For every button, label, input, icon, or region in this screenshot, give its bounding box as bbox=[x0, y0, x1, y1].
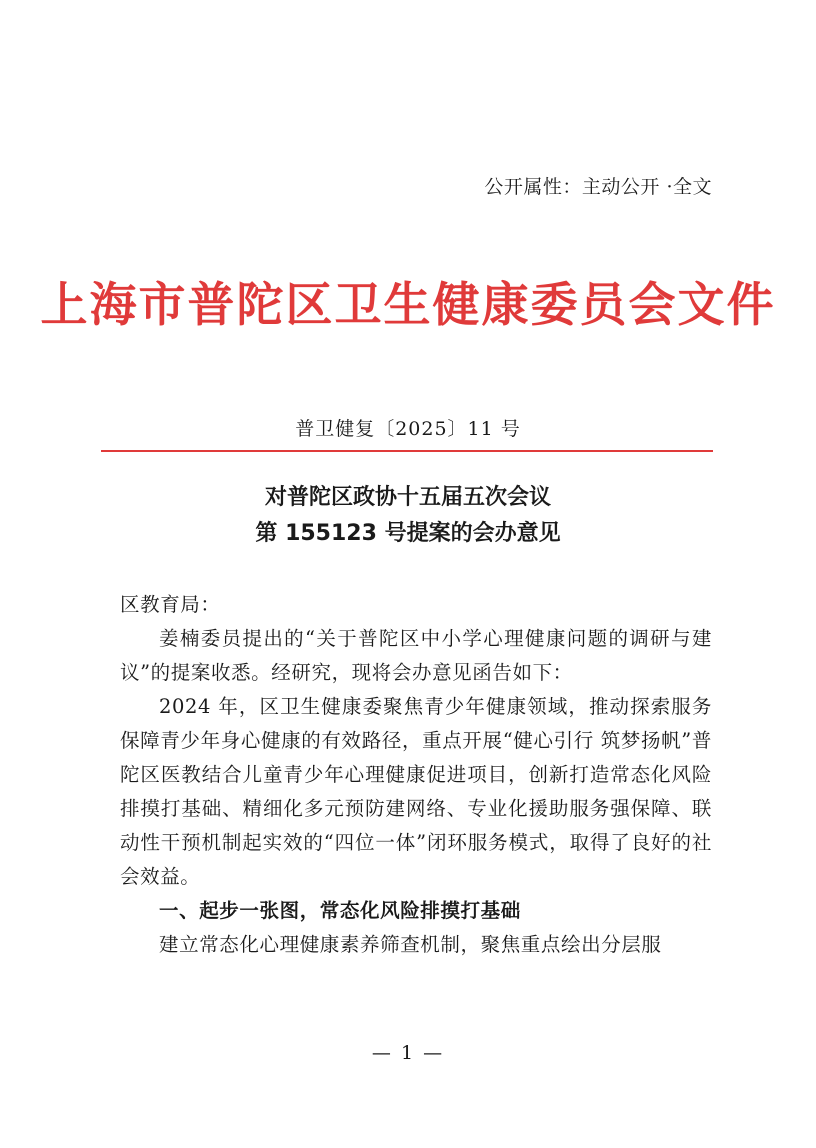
disclosure-label: 公开属性：主动公开 ·全文 bbox=[484, 176, 712, 198]
issuing-organization-title: 上海市普陀区卫生健康委员会文件 bbox=[40, 278, 776, 333]
body-paragraph-3: 建立常态化心理健康素养筛查机制，聚焦重点绘出分层服 bbox=[159, 933, 662, 956]
red-divider-line bbox=[101, 450, 713, 452]
document-heading-line-2: 第 155123 号提案的会办意见 bbox=[255, 521, 561, 546]
recipient-line: 区教育局： bbox=[120, 593, 221, 616]
document-number: 普卫健复〔2025〕11 号 bbox=[295, 418, 521, 440]
page-number: — 1 — bbox=[371, 1042, 445, 1064]
body-paragraph-1: 姜楠委员提出的“关于普陀区中小学心理健康问题的调研与建议”的提案收悉。经研究，现将会办意见函告如下： bbox=[120, 627, 712, 684]
document-heading-line-1: 对普陀区政协十五届五次会议 bbox=[264, 485, 551, 510]
section-heading-1: 一、起步一张图，常态化风险排摸打基础 bbox=[159, 899, 521, 922]
document-body bbox=[120, 588, 712, 962]
body-paragraph-2: 2024 年，区卫生健康委聚焦青少年健康领域，推动探索服务保障青少年身心健康的有效路径，重点开展“健心引行 筑梦扬帆”普陀区医教结合儿童青少年心理健康促进项目，创新打造常态化风险排摸打基础、精细化多元预防建网络、专业化援助服务强保障、联动性干预机制起实效的“四位一体”闭环服务模式，取得了良好的社会效益。 bbox=[120, 695, 712, 888]
document-heading bbox=[0, 480, 816, 552]
